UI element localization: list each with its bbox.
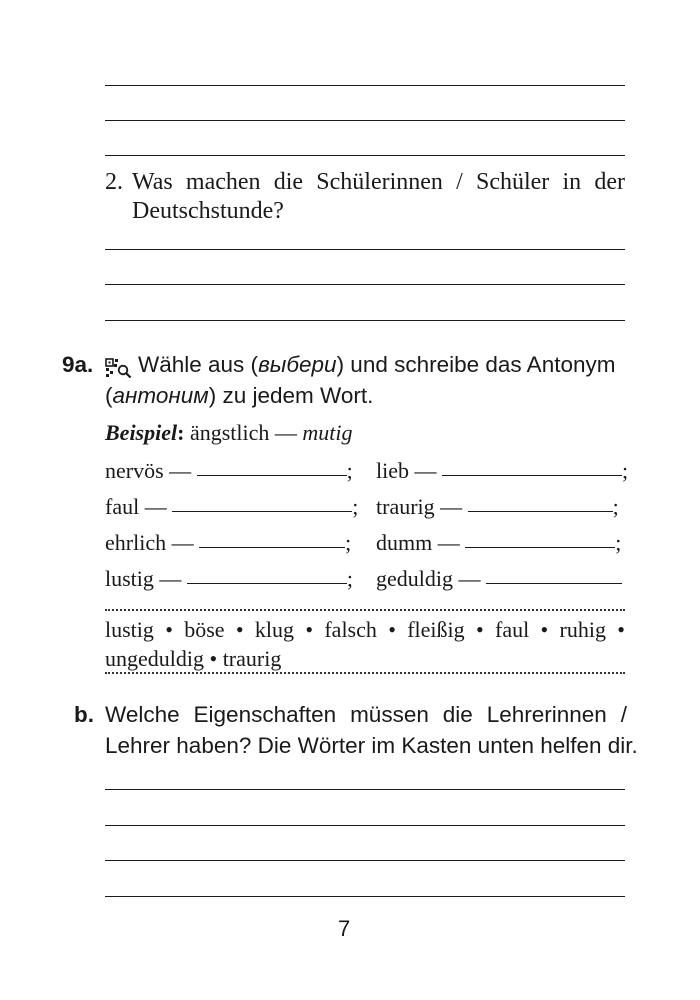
word-box-top-border — [105, 609, 625, 611]
antonym-blank[interactable] — [468, 511, 613, 512]
question-2-number: 2. — [105, 169, 123, 195]
word-box-bottom-border — [105, 672, 625, 674]
task-9b-label: b. — [74, 702, 94, 727]
antonym-row — [105, 530, 625, 556]
answer-line[interactable] — [105, 825, 625, 826]
separator: ; — [622, 458, 629, 483]
antonym-blank[interactable] — [197, 475, 347, 476]
antonym-right-word: dumm — — [376, 530, 460, 555]
answer-line[interactable] — [105, 284, 625, 285]
answer-line[interactable] — [105, 85, 625, 86]
antonym-left-word: faul — — [105, 494, 167, 519]
example-dash: — — [269, 420, 303, 445]
answer-line[interactable] — [105, 860, 625, 861]
word-box-line2: ungeduldig • traurig — [105, 646, 282, 671]
answer-line[interactable] — [105, 155, 625, 156]
task-9a-instruction — [105, 349, 625, 411]
antonym-left-word: nervös — — [105, 458, 192, 483]
antonym-row — [105, 458, 629, 484]
antonym-blank[interactable] — [465, 547, 615, 548]
example-label: Beispiel — [105, 420, 178, 445]
example-word: ängstlich — [189, 420, 270, 445]
task-9b-line2: Lehrer haben? Die Wörter im Kasten unten helfen dir. — [105, 733, 638, 758]
task-9a-line2-a: ( — [105, 383, 113, 408]
qr-search-icon — [105, 355, 132, 375]
separator: ; — [346, 458, 353, 483]
antonym-blank[interactable] — [199, 547, 345, 548]
question-2-text-line1: Was machen die Schülerinnen / Schüler in der — [132, 169, 625, 195]
antonym-right-word: geduldig — — [376, 566, 481, 591]
answer-line[interactable] — [105, 896, 625, 897]
example-line — [105, 420, 353, 446]
antonym-blank[interactable] — [442, 475, 622, 476]
antonym-right-word: lieb — — [376, 458, 437, 483]
task-9a-line2-ru: антоним — [112, 383, 209, 408]
separator: ; — [615, 530, 622, 555]
antonym-right-word: traurig — — [376, 494, 463, 519]
task-9a-line1-b: ) und schreibe das Antonym — [336, 352, 616, 377]
answer-line[interactable] — [105, 320, 625, 321]
antonym-row — [105, 494, 625, 520]
question-2 — [105, 168, 625, 226]
antonym-row — [105, 566, 625, 592]
antonym-blank[interactable] — [486, 583, 622, 584]
question-2-text-line2: Deutschstunde? — [132, 198, 284, 224]
word-box — [105, 615, 625, 673]
separator: ; — [346, 566, 354, 591]
antonym-left-word: lustig — — [105, 566, 182, 591]
separator: ; — [612, 494, 619, 519]
task-9b-line1: Welche Eigenschaften müssen die Lehrerinnen / — [105, 702, 627, 727]
answer-line[interactable] — [105, 120, 625, 121]
answer-line[interactable] — [105, 789, 625, 790]
word-box-line1: lustig • böse • klug • falsch • fleißig • faul • ruhig • — [105, 617, 625, 642]
task-9a-line2-b: ) zu jedem Wort. — [208, 383, 374, 408]
example-answer: mutig — [302, 420, 353, 445]
separator: ; — [345, 530, 352, 555]
antonym-blank[interactable] — [187, 583, 347, 584]
example-colon: : — [177, 420, 185, 445]
antonym-left-word: ehrlich — — [105, 530, 194, 555]
task-9a-line1-ru: выбери — [258, 352, 337, 377]
separator: ; — [352, 494, 359, 519]
antonym-blank[interactable] — [172, 511, 352, 512]
task-9a-line1-a: Wähle aus ( — [138, 352, 259, 377]
page-number: 7 — [338, 916, 351, 941]
task-9a-number: 9a. — [62, 352, 94, 377]
task-9b-instruction — [105, 699, 638, 761]
answer-line[interactable] — [105, 249, 625, 250]
